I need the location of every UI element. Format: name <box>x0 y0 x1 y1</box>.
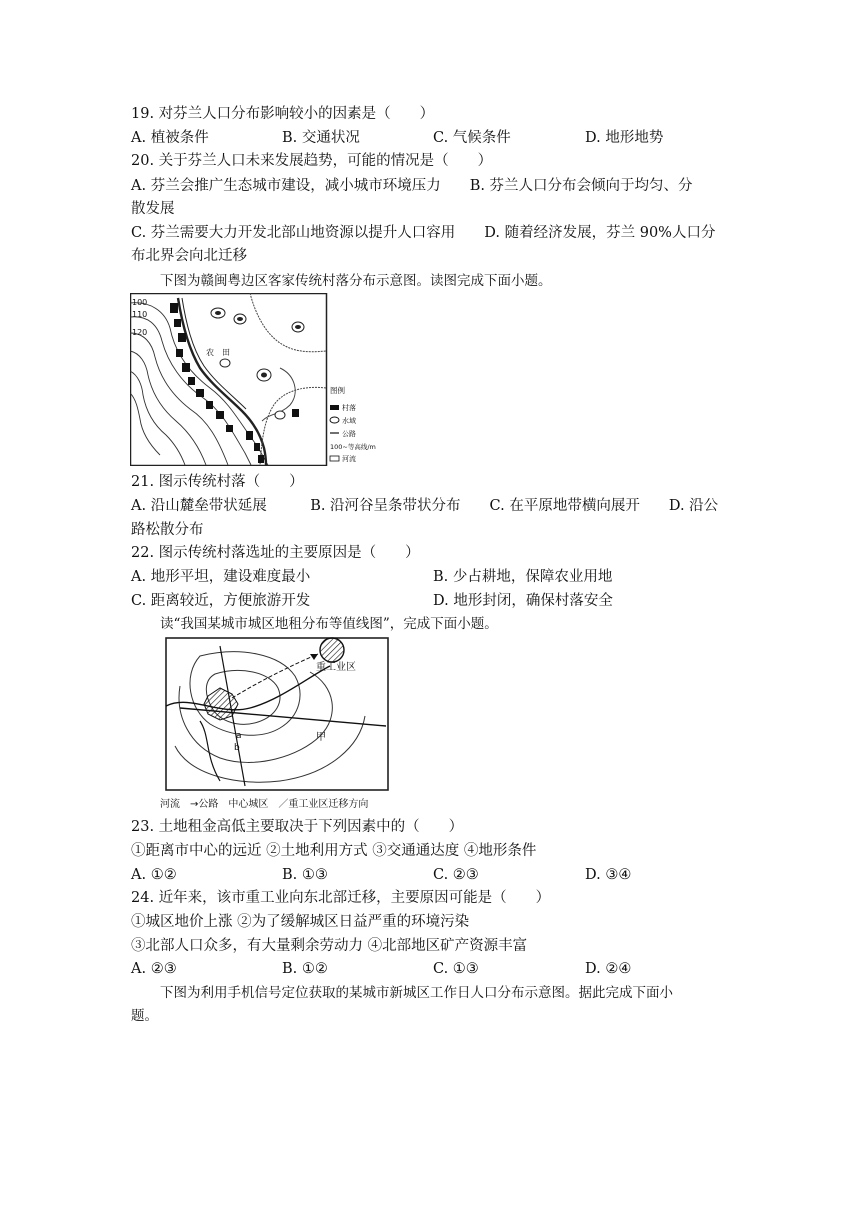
q19-option-c: C. 气候条件 <box>433 130 511 146</box>
point-a-label: a <box>236 731 242 741</box>
q21-line1: A. 沿山麓垒带状延展 B. 沿河谷呈条带状分布 C. 在平原地带横向展开 D. 沿公 <box>131 498 719 514</box>
q21-line2: 路松散分布 <box>131 522 204 538</box>
village-mark <box>182 363 190 372</box>
village-mark <box>246 431 253 440</box>
q19-option-b: B. 交通状况 <box>282 130 360 146</box>
point-b-label: b <box>234 743 240 753</box>
q24-items2: ③北部人口众多，有大量剩余劳动力 ④北部地区矿产资源丰富 <box>131 938 528 954</box>
legend-road: 公路 <box>342 430 356 438</box>
q19-stem: 19. 对芬兰人口分布影响较小的因素是（ ） <box>131 106 435 122</box>
legend-river: 河流 <box>342 455 356 463</box>
intro-map1: 下图为赣闽粤边区客家传统村落分布示意图。读图完成下面小题。 <box>160 273 552 289</box>
q19-option-a: A. 植被条件 <box>131 130 209 146</box>
q22-option-b: B. 少占耕地，保障农业用地 <box>433 569 613 585</box>
q22-option-c: C. 距离较近，方便旅游开发 <box>131 593 311 609</box>
q24-option-a: A. ②③ <box>131 961 177 977</box>
q20-line4: 布北界会向北迁移 <box>131 248 247 264</box>
land-rent-isoline-map <box>160 636 418 812</box>
legend-title: 图例 <box>330 386 345 395</box>
village-mark <box>206 401 213 409</box>
q23-option-d: D. ③④ <box>585 867 632 883</box>
intro-map2: 读“我国某城市城区地租分布等值线图”，完成下面小题。 <box>160 616 498 632</box>
q22-option-a: A. 地形平坦，建设难度最小 <box>131 569 311 585</box>
contour-label-120: 120 <box>132 328 148 337</box>
farmland-label: 农 田 <box>206 348 230 357</box>
q24-option-b: B. ①② <box>282 961 328 977</box>
q20-line2: 散发展 <box>131 201 175 217</box>
village-mark <box>174 319 181 327</box>
q24-option-d: D. ②④ <box>585 961 632 977</box>
q21-stem: 21. 图示传统村落（ ） <box>131 474 304 490</box>
village-mark <box>196 389 204 397</box>
village-mark <box>170 303 178 313</box>
q23-option-a: A. ①② <box>131 867 177 883</box>
legend-village: 村落 <box>342 404 356 412</box>
q24-items1: ①城区地价上涨 ②为了缓解城区日益严重的环境污染 <box>131 914 470 930</box>
hakka-village-map <box>130 293 392 466</box>
q22-stem: 22. 图示传统村落选址的主要原因是（ ） <box>131 545 420 561</box>
q24-stem: 24. 近年来，该市重工业向东北部迁移，主要原因可能是（ ） <box>131 890 551 906</box>
intro-map3-line2: 题。 <box>131 1008 158 1024</box>
heavy-industry-label: 重工业区 <box>316 662 356 673</box>
contour-label-110: 110 <box>132 310 148 319</box>
village-mark <box>188 377 195 385</box>
legend-contour: 100~等高线/m <box>330 443 376 451</box>
q20-line3: C. 芬兰需要大力开发北部山地资源以提升人口容用 D. 随着经济发展，芬兰 90%人口分 <box>131 225 716 241</box>
q20-stem: 20. 关于芬兰人口未来发展趋势，可能的情况是（ ） <box>131 153 493 169</box>
intro-map3-line1: 下图为利用手机信号定位获取的某城市新城区工作日人口分布示意图。据此完成下面小 <box>160 985 673 1001</box>
q23-option-c: C. ②③ <box>433 867 479 883</box>
village-mark <box>254 443 260 451</box>
contour-label-100: 100 <box>132 298 148 307</box>
village-mark <box>216 411 224 419</box>
village-mark <box>176 349 183 357</box>
q19-option-d: D. 地形地势 <box>585 130 664 146</box>
q23-items: ①距离市中心的远近 ②土地利用方式 ③交通通达度 ④地形条件 <box>131 843 537 859</box>
village-mark <box>226 425 233 432</box>
q22-option-d: D. 地形封闭，确保村落安全 <box>433 593 613 609</box>
q23-option-b: B. ①③ <box>282 867 328 883</box>
q24-option-c: C. ①③ <box>433 961 479 977</box>
village-mark <box>292 409 299 417</box>
legend-water: 水域 <box>342 417 356 425</box>
q23-stem: 23. 土地租金高低主要取决于下列因素中的（ ） <box>131 819 464 835</box>
q20-line1: A. 芬兰会推广生态城市建设，减小城市环境压力 B. 芬兰人口分布会倾向于均匀、分 <box>131 178 693 194</box>
village-mark <box>178 333 186 342</box>
map2-legend: 河流 →公路 中心城区 ／重工业区迁移方向 <box>160 799 369 810</box>
village-mark <box>258 455 264 463</box>
point-jia-label: 甲 <box>316 732 326 743</box>
